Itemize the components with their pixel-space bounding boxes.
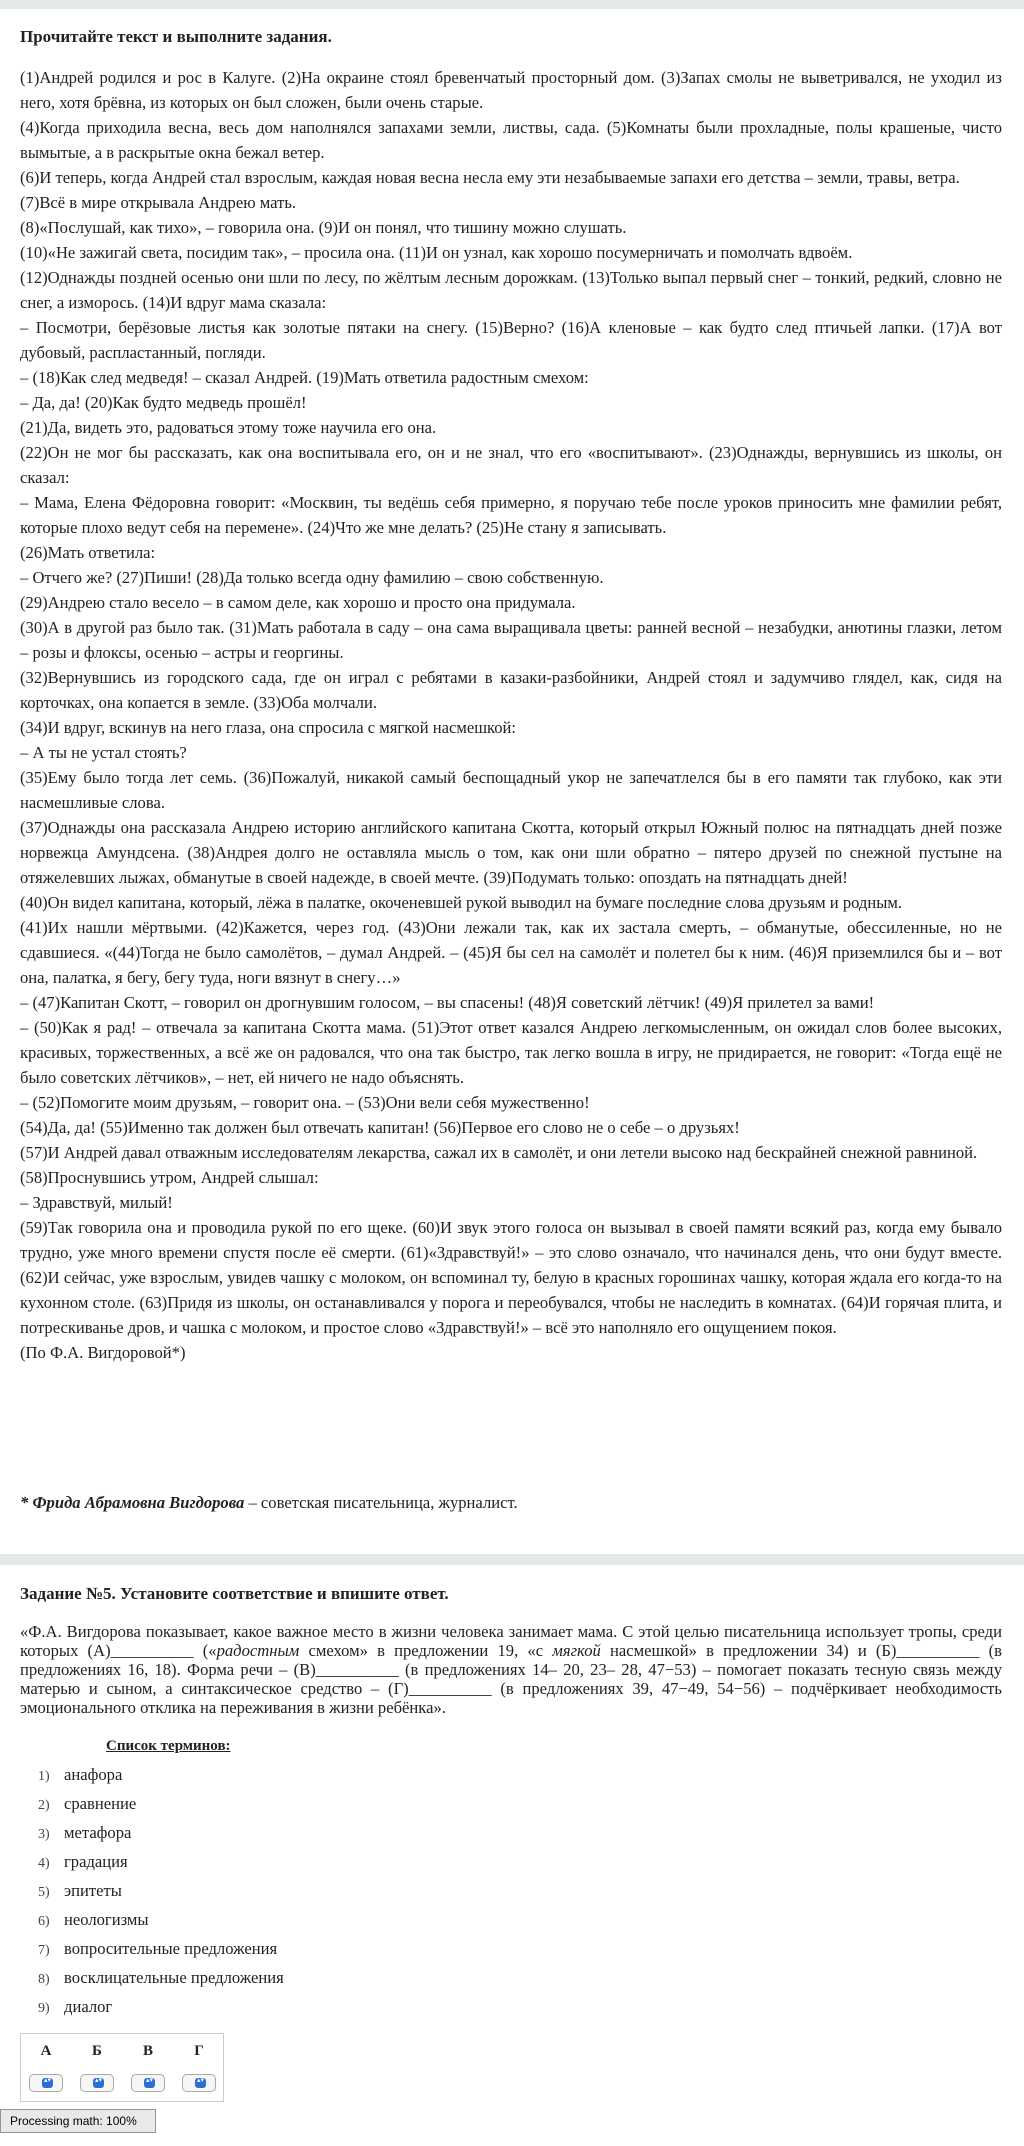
term-item xyxy=(38,1876,284,1905)
dropdown-arrow-icon: ▴▾ xyxy=(195,2078,206,2088)
task-intro: Прочитайте текст и выполните задания. xyxy=(20,27,332,46)
term-number: 3) xyxy=(38,1827,50,1842)
dropdown-arrow-icon: ▴▾ xyxy=(93,2078,104,2088)
paragraph: (58)Проснувшись утром, Андрей слышал: xyxy=(20,1168,319,1187)
paragraph: (34)И вдруг, вскинув на него глаза, она спросила с мягкой насмешкой: xyxy=(20,718,516,737)
paragraph: – (50)Как я рад! – отвечала за капитана Скотта мама. (51)Этот ответ казался Андрею легкомысленным, он ожидал слов более высоких, красивых, торжественных, а всё же он радовался, что она так быстро, так легко вошла в игру, не придирается, не говорит: «Тогда ещё не было советских лётчиков», – нет, ей ничего не надо объяснять. xyxy=(20,1018,1002,1087)
answer-select-g[interactable] xyxy=(182,2074,216,2092)
paragraph: (59)Так говорила она и проводила рукой по его щеке. (60)И звук этого голоса он вызывал в своей памяти всякий раз, когда ему бывало трудно, уже много времени спустя после её смерти. (61)«Здравствуй!» – это слово означало, что начинался день, что они будут вместе. (62)И сейчас, уже взрослым, увидев чашку с молоком, он вспоминал ту, белую в красных горошинах чашку, которая ждала его когда-то на кухонном столе. (63)Придя из школы, он останавливался у порога и переобувался, чтобы не наследить в комнатах. (64)И горячая плита, и потрескиванье дров, и чашка с молоком, и простое слово «Здравствуй!» – всё это наполняло его ощущением покоя. xyxy=(20,1218,1002,1337)
paragraph: (29)Андрею стало весело – в самом деле, как хорошо и просто она придумала. xyxy=(20,593,576,612)
paragraph: (21)Да, видеть это, радоваться этому тоже научила его она. xyxy=(20,418,437,437)
answer-header: А xyxy=(40,2043,52,2059)
paragraph: (7)Всё в мире открывала Андрею мать. xyxy=(20,193,297,212)
paragraph: (57)И Андрей давал отважным исследователям лекарства, сажал их в самолёт, и они летели высоко над бескрайней снежной равниной. xyxy=(20,1143,978,1162)
paragraph: – (52)Помогите моим друзьям, – говорит она. – (53)Они вели себя мужественно! xyxy=(20,1093,590,1112)
paragraph: (40)Он видел капитана, который, лёжа в палатке, окоченевшей рукой выводил на бумаге последние слова друзьям и родным. xyxy=(20,893,903,912)
paragraph: – (18)Как след медведя! – сказал Андрей. (19)Мать ответила радостным смехом: xyxy=(20,368,589,387)
terms-list xyxy=(38,1760,284,2021)
term-number: 2) xyxy=(38,1798,50,1813)
paragraph: (26)Мать ответила: xyxy=(20,543,156,562)
term-item xyxy=(38,1789,284,1818)
paragraph: – Посмотри, берёзовые листья как золотые пятаки на снегу. (15)Верно? (16)А кленовые – как будто след птичьей лапки. (17)А вот дубовый, распластанный, погляди. xyxy=(20,318,1002,362)
term-number: 4) xyxy=(38,1856,50,1871)
term-number: 7) xyxy=(38,1943,50,1958)
question-text: «Ф.А. Вигдорова показывает, какое важное место в жизни человека занимает мама. С этой целью писательница использует тропы, среди которых (А)__________ (« xyxy=(20,1622,1002,1660)
answer-table xyxy=(20,2033,224,2102)
paragraph: – Здравствуй, милый! xyxy=(20,1193,173,1212)
paragraph: – Мама, Елена Фёдоровна говорит: «Москвин, ты ведёшь себя примерно, я поручаю тебе после уроков приносить мне фамилии ребят, которые плохо ведут себя на перемене». (24)Что же мне делать? (25)Не стану я записывать. xyxy=(20,493,1002,537)
paragraph: (12)Однажды поздней осенью они шли по лесу, по жёлтым лесным дорожкам. (13)Только выпал первый снег – тонкий, редкий, словно не снег, а изморось. (14)И вдруг мама сказала: xyxy=(20,268,1002,312)
term-number: 6) xyxy=(38,1914,50,1929)
term-item xyxy=(38,1760,284,1789)
paragraph: (4)Когда приходила весна, весь дом наполнялся запахами земли, листвы, сада. (5)Комнаты были прохладные, полы крашеные, чисто вымытые, а в раскрытые окна бежал ветер. xyxy=(20,118,1002,162)
question-emphasis: радостным xyxy=(216,1641,300,1660)
paragraph: – Да, да! (20)Как будто медведь прошёл! xyxy=(20,393,307,412)
task5-question xyxy=(20,1622,1002,1717)
top-separator xyxy=(0,0,1024,9)
paragraph: – (47)Капитан Скотт, – говорил он дрогнувшим голосом, – вы спасены! (48)Я советский лётчик! (49)Я прилетел за вами! xyxy=(20,993,875,1012)
paragraph: – А ты не устал стоять? xyxy=(20,743,187,762)
term-label: анафора xyxy=(64,1765,123,1784)
term-label: сравнение xyxy=(64,1794,137,1813)
paragraph: (22)Он не мог бы рассказать, как она воспитывала его, он и не знал, что его «воспитывают». (23)Однажды, вернувшись из школы, он сказал: xyxy=(20,443,1002,487)
term-item xyxy=(38,1905,284,1934)
section-separator xyxy=(0,1554,1024,1565)
answer-select-v[interactable] xyxy=(131,2074,165,2092)
term-item xyxy=(38,1934,284,1963)
processing-math-status: Processing math: 100% xyxy=(0,2109,156,2133)
story-text xyxy=(20,65,1002,1365)
term-item xyxy=(38,1818,284,1847)
answer-header: Б xyxy=(92,2043,102,2059)
answer-select-b[interactable] xyxy=(80,2074,114,2092)
terms-title: Список терминов: xyxy=(106,1738,231,1754)
paragraph: (1)Андрей родился и рос в Калуге. (2)На окраине стоял бревенчатый просторный дом. (3)Запах смолы не выветривался, не уходил из него, хотя брёвна, из которых он был сложен, были очень старые. xyxy=(20,68,1002,112)
answer-header: В xyxy=(142,2043,153,2059)
paragraph: (8)«Послушай, как тихо», – говорила она. (9)И он понял, что тишину можно слушать. xyxy=(20,218,627,237)
answer-column-b xyxy=(72,2034,122,2103)
term-label: метафора xyxy=(64,1823,132,1842)
term-number: 5) xyxy=(38,1885,50,1900)
paragraph: (10)«Не зажигай света, посидим так», – просила она. (11)И он узнал, как хорошо посумерничать и помолчать вдвоём. xyxy=(20,243,853,262)
term-label: градация xyxy=(64,1852,128,1871)
term-item xyxy=(38,1847,284,1876)
author-footnote xyxy=(20,1490,1002,1515)
paragraph: (35)Ему было тогда лет семь. (36)Пожалуй, никакой самый беспощадный укор не запечатлелся бы в его памяти так глубоко, как эти насмешливые слова. xyxy=(20,768,1002,812)
term-number: 8) xyxy=(38,1972,50,1987)
answer-select-a[interactable] xyxy=(29,2074,63,2092)
question-emphasis: мягкой xyxy=(552,1641,601,1660)
dropdown-arrow-icon: ▴▾ xyxy=(42,2078,53,2088)
author-name: * Фрида Абрамовна Вигдорова xyxy=(20,1493,245,1512)
paragraph: (30)А в другой раз было так. (31)Мать работала в саду – она сама выращивала цветы: ранней весной – незабудки, анютины глазки, летом – розы и флоксы, осенью – астры и георгины. xyxy=(20,618,1002,662)
task5-title: Задание №5. Установите соответствие и впишите ответ. xyxy=(20,1584,449,1603)
paragraph: (32)Вернувшись из городского сада, где он играл с ребятами в казаки-разбойники, Андрей стоял и задумчиво глядел, как, сидя на корточках, она копается в земле. (33)Оба молчали. xyxy=(20,668,1002,712)
paragraph: – Отчего же? (27)Пиши! (28)Да только всегда одну фамилию – свою собственную. xyxy=(20,568,604,587)
term-number: 9) xyxy=(38,2001,50,2016)
answer-header: Г xyxy=(194,2043,204,2059)
term-label: восклицательные предложения xyxy=(64,1968,284,1987)
question-text: насмешкой» в предложении 34) и (Б)__________ (в предложениях 16, 18). Форма речи – (В)__________ (в предложениях 14– 20, 23– 28, 47−53) – помогает показать тесную связь между матерью и сыном, а синтаксическое средство – (Г)__________ (в предложениях 39, 47−49, 54−56) – подчёркивает необходимость эмоционального отклика на переживания в жизни ребёнка». xyxy=(20,1641,1002,1717)
paragraph: (41)Их нашли мёртвыми. (42)Кажется, через год. (43)Они лежали так, как их застала смерть, – обманутые, обессиленные, но не сдавшиеся. «(44)Тогда не было самолётов, – думал Андрей. – (45)Я бы сел на самолёт и полетел бы к ним. (46)Я приземлился бы и – вот она, палатка, я бегу, бегу туда, ноги вязнут в снегу…» xyxy=(20,918,1002,987)
term-label: диалог xyxy=(64,1997,113,2016)
author-description: – советская писательница, журналист. xyxy=(244,1493,518,1512)
term-label: эпитеты xyxy=(64,1881,122,1900)
term-item xyxy=(38,1992,284,2021)
question-text: смехом» в предложении 19, «с xyxy=(299,1641,553,1660)
answer-column-g xyxy=(174,2034,224,2103)
answer-column-v xyxy=(123,2034,173,2103)
term-number: 1) xyxy=(38,1769,50,1784)
paragraph: (37)Однажды она рассказала Андрею историю английского капитана Скотта, который открыл Южный полюс на пятнадцать дней позже норвежца Амундсена. (38)Андрея долго не оставляла мысль о том, как они шли обратно – пятеро друзей по снежной пустыне на отяжелевших лыжах, обманутые в своей надежде, в своей мечте. (39)Подумать только: опоздать на пятнадцать дней! xyxy=(20,818,1002,887)
term-label: вопросительные предложения xyxy=(64,1939,278,1958)
paragraph: (54)Да, да! (55)Именно так должен был отвечать капитан! (56)Первое его слово не о себе – о друзьях! xyxy=(20,1118,740,1137)
source-line: (По Ф.А. Вигдоровой*) xyxy=(20,1343,186,1362)
paragraph: (6)И теперь, когда Андрей стал взрослым, каждая новая весна несла ему эти незабываемые запахи его детства – земли, травы, ветра. xyxy=(20,168,960,187)
term-item xyxy=(38,1963,284,1992)
term-label: неологизмы xyxy=(64,1910,149,1929)
answer-column-a xyxy=(21,2034,71,2103)
dropdown-arrow-icon: ▴▾ xyxy=(144,2078,155,2088)
